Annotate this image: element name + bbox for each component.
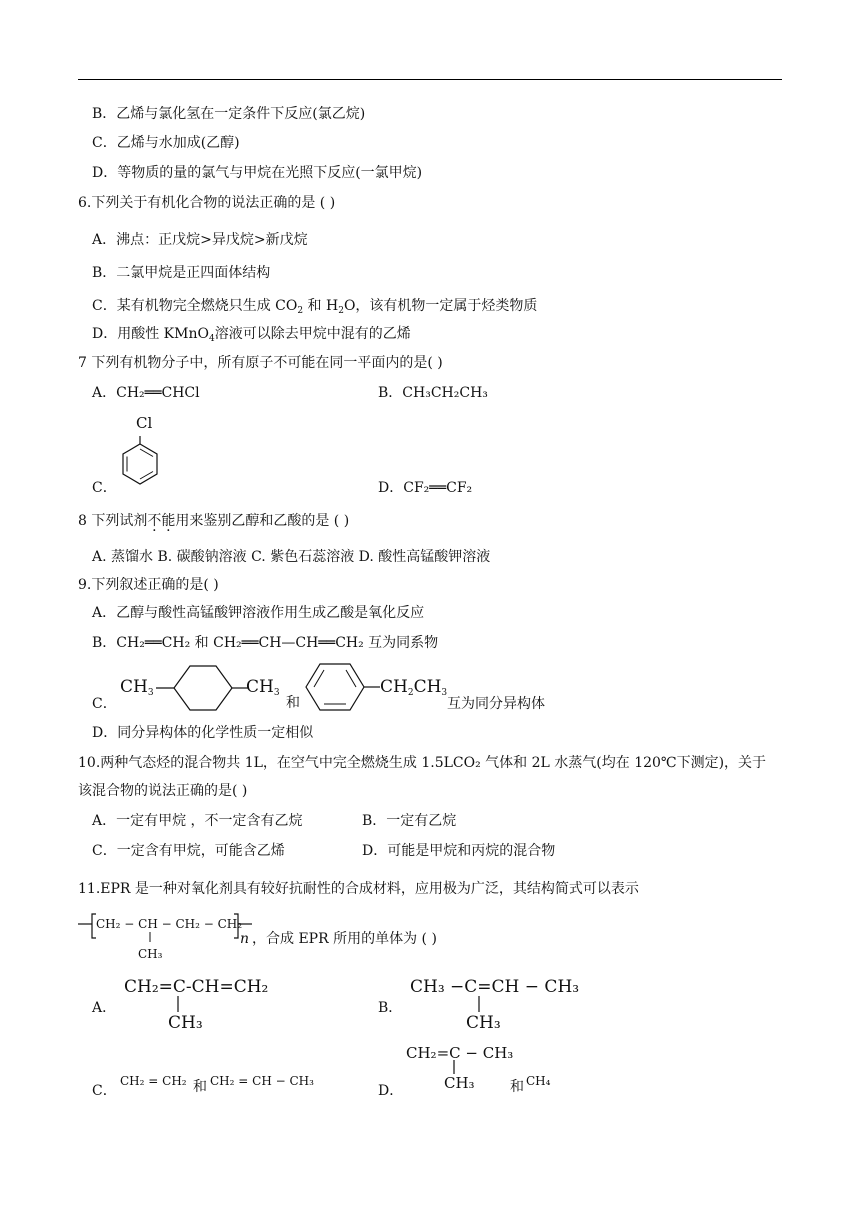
q10-stem-line1: 10.两种气态烃的混合物共 1L，在空气中完全燃烧生成 1.5LCO₂ 气体和 2L 水蒸气(均在 120℃下测定)，关于 (78, 755, 767, 771)
q9-stem: 9.下列叙述正确的是( ) (78, 577, 219, 593)
q11-option-b-branch: CH₃ (466, 1013, 501, 1033)
q11-option-d-label: D． (378, 1083, 404, 1099)
q10-option-b: B．一定有乙烷 (362, 813, 457, 829)
q9-ethyl-group: $CH_2CH_3$ (380, 677, 448, 698)
q6-stem: 6.下列关于有机化合物的说法正确的是 ( ) (78, 195, 336, 211)
q9-and: 和 (286, 695, 300, 711)
epr-polymer-branch: CH₃ (138, 947, 163, 961)
q11-option-c-propene: CH₂ = CH − CH₃ (210, 1074, 314, 1088)
q11-stem-2: ，合成 EPR 所用的单体为 ( ) (252, 931, 437, 947)
q5-option-c: C．乙烯与水加成(乙醇) (92, 135, 240, 151)
q5-option-b: B．乙烯与氯化氢在一定条件下反应(氯乙烷) (92, 106, 366, 122)
epr-polymer-chain: CH₂ − CH − CH₂ − CH₂ (96, 917, 243, 931)
q11-option-a-label: A． (92, 1000, 117, 1016)
chlorobenzene-structure (118, 436, 160, 494)
ethylbenzene-ring (302, 660, 392, 714)
q7-stem: 7 下列有机物分子中，所有原子不可能在同一平面内的是( ) (78, 355, 443, 371)
q7-option-c-label: C． (92, 480, 117, 496)
q11-option-a-branch: CH₃ (168, 1013, 203, 1033)
q11-option-d-main: CH₂=C − CH₃ (406, 1044, 514, 1062)
q9-option-c-label: C． (92, 696, 117, 712)
q5-option-d: D．等物质的量的氯气与甲烷在光照下反应(一氯甲烷) (92, 165, 423, 181)
q6-option-b: B．二氯甲烷是正四面体结构 (92, 265, 271, 281)
q8-stem: 8 下列试剂不能用来鉴别乙醇和乙酸的是 ( ) (78, 513, 350, 529)
q11-option-b-label: B． (378, 1000, 403, 1016)
q11-option-a-bond (176, 996, 180, 1014)
q9-option-c-tail: 互为同分异构体 (447, 696, 545, 712)
q7-chlorine-label: Cl (136, 414, 153, 432)
q9-option-a: A．乙醇与酸性高锰酸钾溶液作用生成乙酸是氧化反应 (92, 605, 425, 621)
q9-option-d: D．同分异构体的化学性质一定相似 (92, 725, 314, 741)
q7-option-b: B．CH₃CH₂CH₃ (378, 385, 488, 401)
q7-option-d: D．CF₂══CF₂ (378, 480, 473, 496)
q11-option-d-methane: CH₄ (526, 1074, 551, 1088)
q10-option-d: D．可能是甲烷和丙烷的混合物 (362, 843, 556, 859)
header-rule (78, 79, 782, 80)
q8-options: A. 蒸馏水 B. 碳酸钠溶液 C. 紫色石蕊溶液 D. 酸性高锰酸钾溶液 (92, 549, 491, 565)
q6-option-a: A．沸点：正戊烷>异戊烷>新戊烷 (92, 232, 308, 248)
epr-polymer-n: n (240, 931, 250, 947)
q11-option-c-ethene: CH₂ = CH₂ (120, 1074, 187, 1088)
q11-option-b-main: CH₃ −C=CH − CH₃ (410, 977, 580, 997)
q11-option-d-branch: CH₃ (444, 1074, 475, 1092)
q10-option-a: A．一定有甲烷 ，不一定含有乙烷 (92, 813, 303, 829)
q11-option-c-label: C． (92, 1083, 117, 1099)
q10-stem-line2: 该混合物的说法正确的是( ) (78, 783, 248, 799)
q11-option-b-bond (477, 996, 481, 1014)
q9-ch3-right: $CH_3$ (246, 677, 280, 698)
q11-stem: 11.EPR 是一种对氧化剂具有较好抗耐性的合成材料，应用极为广泛，其结构简式可以表示 (78, 881, 639, 897)
q11-option-d-and: 和 (510, 1079, 524, 1095)
q10-option-c: C．一定含有甲烷，可能含乙烯 (92, 843, 285, 859)
q11-option-a-main: CH₂=C-CH=CH₂ (124, 977, 269, 997)
q11-option-c-and: 和 (193, 1079, 207, 1095)
q6-option-c: C．某有机物完全燃烧只生成 $CO_2$ 和 $H_2O$，该有机物一定属于烃类物质 (92, 298, 538, 316)
q9-option-b: B．CH₂══CH₂ 和 CH₂══CH—CH══CH₂ 互为同系物 (92, 635, 439, 651)
q7-option-a: A．CH₂══CHCl (92, 385, 200, 401)
q9-ch3-left: $CH_3$ (120, 677, 154, 698)
q6-option-d: D．用酸性 KMnO$_4$溶液可以除去甲烷中混有的乙烯 (92, 326, 411, 344)
